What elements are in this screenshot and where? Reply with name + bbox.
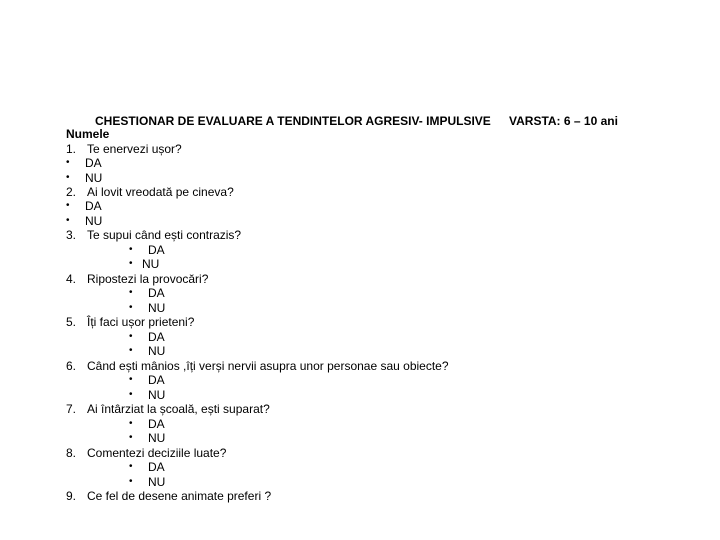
question-text: Comentezi deciziile luate? [87, 446, 227, 460]
bullet-icon: • [66, 215, 70, 226]
question-text: Te enervezi ușor? [87, 142, 182, 156]
bullet-icon: • [129, 244, 133, 255]
bullet-icon: • [129, 287, 133, 298]
bullet-icon: • [129, 345, 133, 356]
question-number: 9. [66, 489, 77, 503]
option-label: NU [148, 388, 166, 402]
question-number: 6. [66, 359, 77, 373]
option-label: DA [148, 373, 165, 387]
bullet-icon: • [66, 172, 70, 183]
option-label: DA [85, 199, 102, 213]
question-text: Te supui când ești contrazis? [87, 228, 242, 242]
option-label: DA [148, 460, 165, 474]
option-label: NU [148, 344, 166, 358]
option-label: NU [148, 431, 166, 445]
question-number: 8. [66, 446, 77, 460]
question-number: 7. [66, 402, 77, 416]
option-label: DA [85, 156, 102, 170]
option-label: NU [148, 475, 166, 489]
question-text: Ripostezi la provocări? [87, 272, 209, 286]
question-number: 5. [66, 315, 77, 329]
option-label: DA [148, 286, 165, 300]
option-label: NU [148, 301, 166, 315]
option-label: NU [85, 214, 103, 228]
bullet-icon: • [129, 432, 133, 443]
bullet-icon: • [129, 331, 133, 342]
option-label: DA [148, 243, 165, 257]
age-range: VARSTA: 6 – 10 ani [509, 114, 618, 128]
bullet-icon: • [129, 302, 133, 313]
question-text: Ai întârziat la școală, ești suparat? [87, 402, 270, 416]
question-number: 2. [66, 185, 77, 199]
document-title: CHESTIONAR DE EVALUARE A TENDINTELOR AGRESIV- IMPULSIVE [95, 114, 491, 128]
option-label: NU [85, 171, 103, 185]
question-text: Ce fel de desene animate preferi ? [87, 489, 272, 503]
bullet-icon: • [129, 374, 133, 385]
bullet-icon: • [66, 157, 70, 168]
question-number: 4. [66, 272, 77, 286]
bullet-icon: • [129, 476, 133, 487]
bullet-icon: • [129, 389, 133, 400]
bullet-icon: • [129, 461, 133, 472]
question-text: Îți faci ușor prieteni? [87, 315, 195, 329]
question-text: Ai lovit vreodată pe cineva? [87, 185, 234, 199]
bullet-icon: • [129, 258, 133, 269]
bullet-icon: • [129, 418, 133, 429]
option-label: NU [142, 257, 160, 271]
option-label: DA [148, 417, 165, 431]
bullet-icon: • [66, 200, 70, 211]
option-label: DA [148, 330, 165, 344]
name-label: Numele [66, 127, 110, 141]
question-text: Când ești mânios ,îți verși nervii asupra unor personae sau obiecte? [87, 359, 449, 373]
question-number: 3. [66, 228, 77, 242]
question-number: 1. [66, 142, 77, 156]
